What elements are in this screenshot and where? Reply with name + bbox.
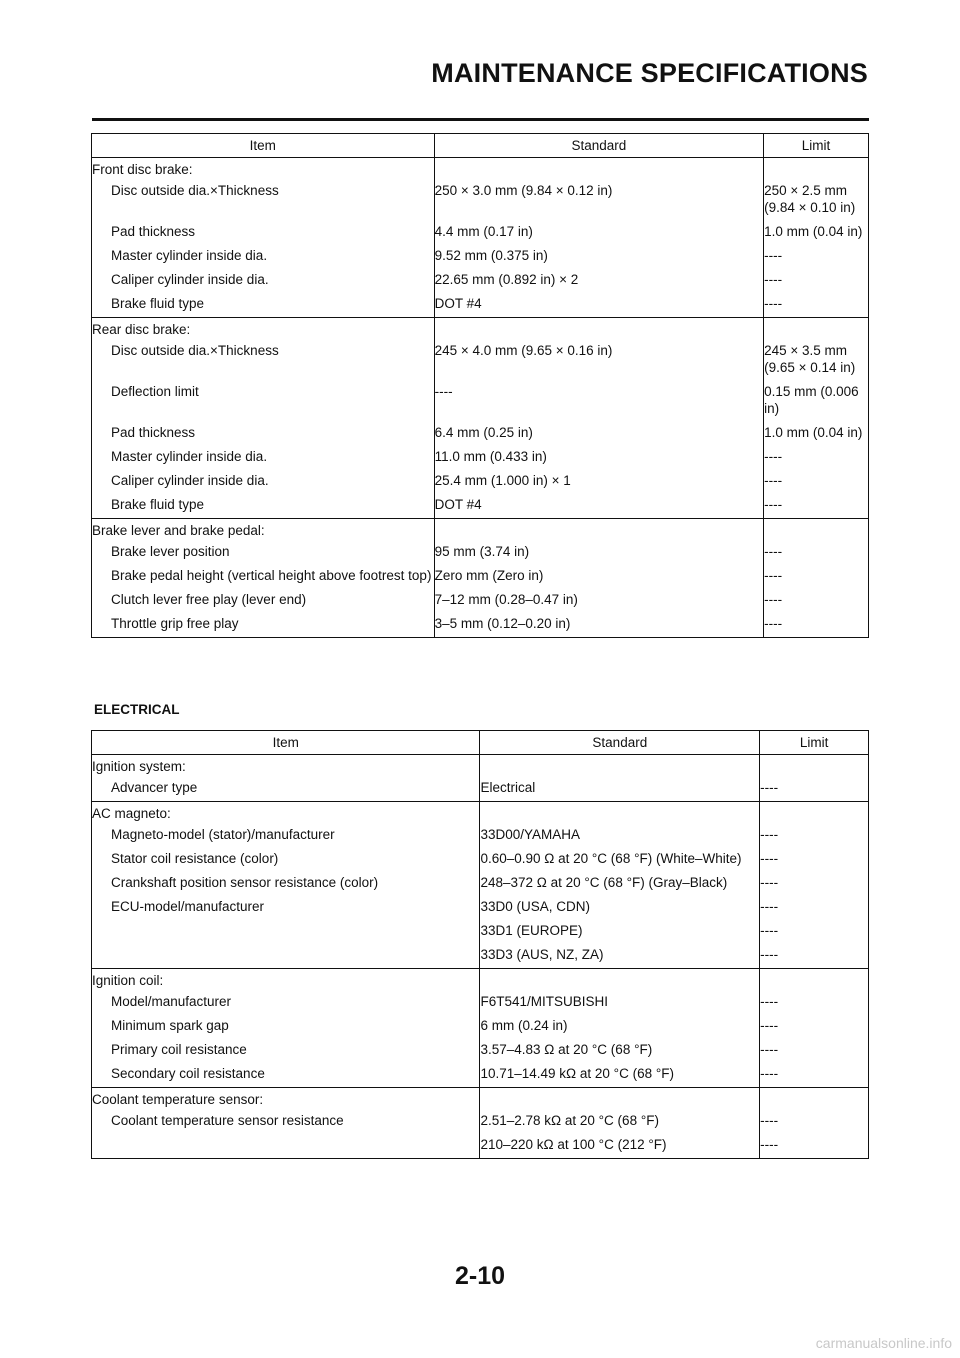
spec-group <box>92 158 869 318</box>
group-heading: Ignition system: <box>92 755 480 780</box>
item-cell: Coolant temperature sensor resistance <box>92 1112 480 1136</box>
group-heading-row <box>92 519 869 544</box>
table-row <box>92 182 869 223</box>
spec-group <box>92 519 869 638</box>
item-cell: Disc outside dia.×Thickness <box>92 342 435 383</box>
table-row <box>92 383 869 424</box>
column-header-item: Item <box>92 731 480 755</box>
spec-group <box>92 1088 869 1159</box>
column-header-limit: Limit <box>764 134 869 158</box>
standard-cell: 4.4 mm (0.17 in) <box>434 223 764 247</box>
table-row <box>92 567 869 591</box>
item-cell: Stator coil resistance (color) <box>92 850 480 874</box>
item-cell <box>92 946 480 969</box>
limit-cell: 1.0 mm (0.04 in) <box>764 223 869 247</box>
item-cell: Caliper cylinder inside dia. <box>92 472 435 496</box>
item-cell: Master cylinder inside dia. <box>92 448 435 472</box>
item-cell: Clutch lever free play (lever end) <box>92 591 435 615</box>
item-cell: Brake fluid type <box>92 295 435 318</box>
group-heading: Front disc brake: <box>92 158 435 183</box>
limit-cell: ---- <box>764 496 869 519</box>
limit-cell: ---- <box>760 779 869 802</box>
table-row <box>92 543 869 567</box>
column-header-item: Item <box>92 134 435 158</box>
table-row <box>92 993 869 1017</box>
standard-cell: 33D1 (EUROPE) <box>480 922 760 946</box>
standard-cell: 25.4 mm (1.000 in) × 1 <box>434 472 764 496</box>
standard-cell: 33D00/YAMAHA <box>480 826 760 850</box>
item-cell: Brake pedal height (vertical height above footrest top) <box>92 567 435 591</box>
spec-group <box>92 755 869 802</box>
standard-cell: 210–220 kΩ at 100 °C (212 °F) <box>480 1136 760 1159</box>
limit-cell: ---- <box>764 591 869 615</box>
group-heading: AC magneto: <box>92 802 480 827</box>
item-cell: Secondary coil resistance <box>92 1065 480 1088</box>
page-number: 2-10 <box>454 1262 506 1290</box>
standard-cell: DOT #4 <box>434 496 764 519</box>
standard-cell: 33D3 (AUS, NZ, ZA) <box>480 946 760 969</box>
standard-cell: 9.52 mm (0.375 in) <box>434 247 764 271</box>
table-row <box>92 1041 869 1065</box>
table-row <box>92 295 869 318</box>
standard-cell: 7–12 mm (0.28–0.47 in) <box>434 591 764 615</box>
table-row <box>92 779 869 802</box>
group-heading-row <box>92 1088 869 1113</box>
item-cell: Model/manufacturer <box>92 993 480 1017</box>
table-row <box>92 424 869 448</box>
standard-cell: F6T541/MITSUBISHI <box>480 993 760 1017</box>
table-row <box>92 922 869 946</box>
limit-cell: ---- <box>764 271 869 295</box>
limit-cell: ---- <box>764 472 869 496</box>
item-cell: Pad thickness <box>92 424 435 448</box>
item-cell: Brake lever position <box>92 543 435 567</box>
limit-cell: 245 × 3.5 mm (9.65 × 0.14 in) <box>764 342 869 383</box>
limit-cell: ---- <box>760 898 869 922</box>
brake-spec-table <box>91 133 869 638</box>
item-cell: Advancer type <box>92 779 480 802</box>
spec-group <box>92 802 869 969</box>
watermark: carmanualsonline.info <box>815 1335 952 1351</box>
standard-cell: 95 mm (3.74 in) <box>434 543 764 567</box>
table-row <box>92 1017 869 1041</box>
spec-group <box>92 969 869 1088</box>
table-row <box>92 850 869 874</box>
item-cell <box>92 922 480 946</box>
standard-cell: 3–5 mm (0.12–0.20 in) <box>434 615 764 638</box>
item-cell: Disc outside dia.×Thickness <box>92 182 435 223</box>
group-heading: Rear disc brake: <box>92 318 435 343</box>
item-cell: Primary coil resistance <box>92 1041 480 1065</box>
section-heading-electrical: ELECTRICAL <box>94 702 180 717</box>
table-row <box>92 223 869 247</box>
standard-cell: 250 × 3.0 mm (9.84 × 0.12 in) <box>434 182 764 223</box>
standard-cell: 2.51–2.78 kΩ at 20 °C (68 °F) <box>480 1112 760 1136</box>
limit-cell: ---- <box>760 922 869 946</box>
standard-cell: DOT #4 <box>434 295 764 318</box>
item-cell: Brake fluid type <box>92 496 435 519</box>
limit-cell: ---- <box>764 567 869 591</box>
table-row <box>92 898 869 922</box>
limit-cell: ---- <box>764 448 869 472</box>
standard-cell: Electrical <box>480 779 760 802</box>
item-cell: Crankshaft position sensor resistance (color) <box>92 874 480 898</box>
limit-cell: ---- <box>760 826 869 850</box>
column-header-standard: Standard <box>480 731 760 755</box>
standard-cell: 10.71–14.49 kΩ at 20 °C (68 °F) <box>480 1065 760 1088</box>
limit-cell: ---- <box>764 295 869 318</box>
limit-cell: ---- <box>760 874 869 898</box>
limit-cell: ---- <box>760 1112 869 1136</box>
limit-cell: 250 × 2.5 mm (9.84 × 0.10 in) <box>764 182 869 223</box>
standard-cell: 245 × 4.0 mm (9.65 × 0.16 in) <box>434 342 764 383</box>
item-cell: Throttle grip free play <box>92 615 435 638</box>
title-divider <box>92 118 869 121</box>
limit-cell: ---- <box>760 993 869 1017</box>
standard-cell: 6 mm (0.24 in) <box>480 1017 760 1041</box>
limit-cell: ---- <box>764 247 869 271</box>
standard-cell: 0.60–0.90 Ω at 20 °C (68 °F) (White–White) <box>480 850 760 874</box>
table-row <box>92 874 869 898</box>
table-row <box>92 1136 869 1159</box>
group-heading: Brake lever and brake pedal: <box>92 519 435 544</box>
group-heading: Ignition coil: <box>92 969 480 994</box>
item-cell: Master cylinder inside dia. <box>92 247 435 271</box>
group-heading-row <box>92 318 869 343</box>
spec-group <box>92 318 869 519</box>
page-title: MAINTENANCE SPECIFICATIONS <box>431 58 868 88</box>
item-cell: Minimum spark gap <box>92 1017 480 1041</box>
limit-cell: 1.0 mm (0.04 in) <box>764 424 869 448</box>
standard-cell: 3.57–4.83 Ω at 20 °C (68 °F) <box>480 1041 760 1065</box>
table-row <box>92 1112 869 1136</box>
group-heading-row <box>92 802 869 827</box>
column-header-standard: Standard <box>434 134 764 158</box>
table-row <box>92 472 869 496</box>
item-cell: Pad thickness <box>92 223 435 247</box>
standard-cell: 11.0 mm (0.433 in) <box>434 448 764 472</box>
standard-cell: 248–372 Ω at 20 °C (68 °F) (Gray–Black) <box>480 874 760 898</box>
standard-cell: ---- <box>434 383 764 424</box>
table-row <box>92 448 869 472</box>
table-row <box>92 496 869 519</box>
limit-cell: ---- <box>764 543 869 567</box>
item-cell <box>92 1136 480 1159</box>
item-cell: Deflection limit <box>92 383 435 424</box>
limit-cell: ---- <box>760 1136 869 1159</box>
limit-cell: ---- <box>760 1017 869 1041</box>
standard-cell: 22.65 mm (0.892 in) × 2 <box>434 271 764 295</box>
table-row <box>92 1065 869 1088</box>
limit-cell: ---- <box>760 850 869 874</box>
table-row <box>92 615 869 638</box>
group-heading: Coolant temperature sensor: <box>92 1088 480 1113</box>
table-row <box>92 946 869 969</box>
limit-cell: ---- <box>760 946 869 969</box>
item-cell: Caliper cylinder inside dia. <box>92 271 435 295</box>
item-cell: Magneto-model (stator)/manufacturer <box>92 826 480 850</box>
limit-cell: ---- <box>760 1065 869 1088</box>
table-row <box>92 247 869 271</box>
limit-cell: 0.15 mm (0.006 in) <box>764 383 869 424</box>
limit-cell: ---- <box>764 615 869 638</box>
table-row <box>92 826 869 850</box>
table-row <box>92 271 869 295</box>
table-row <box>92 591 869 615</box>
group-heading-row <box>92 755 869 780</box>
standard-cell: 6.4 mm (0.25 in) <box>434 424 764 448</box>
item-cell: ECU-model/manufacturer <box>92 898 480 922</box>
limit-cell: ---- <box>760 1041 869 1065</box>
group-heading-row <box>92 158 869 183</box>
standard-cell: Zero mm (Zero in) <box>434 567 764 591</box>
group-heading-row <box>92 969 869 994</box>
table-row <box>92 342 869 383</box>
electrical-spec-table <box>91 730 869 1159</box>
column-header-limit: Limit <box>760 731 869 755</box>
standard-cell: 33D0 (USA, CDN) <box>480 898 760 922</box>
